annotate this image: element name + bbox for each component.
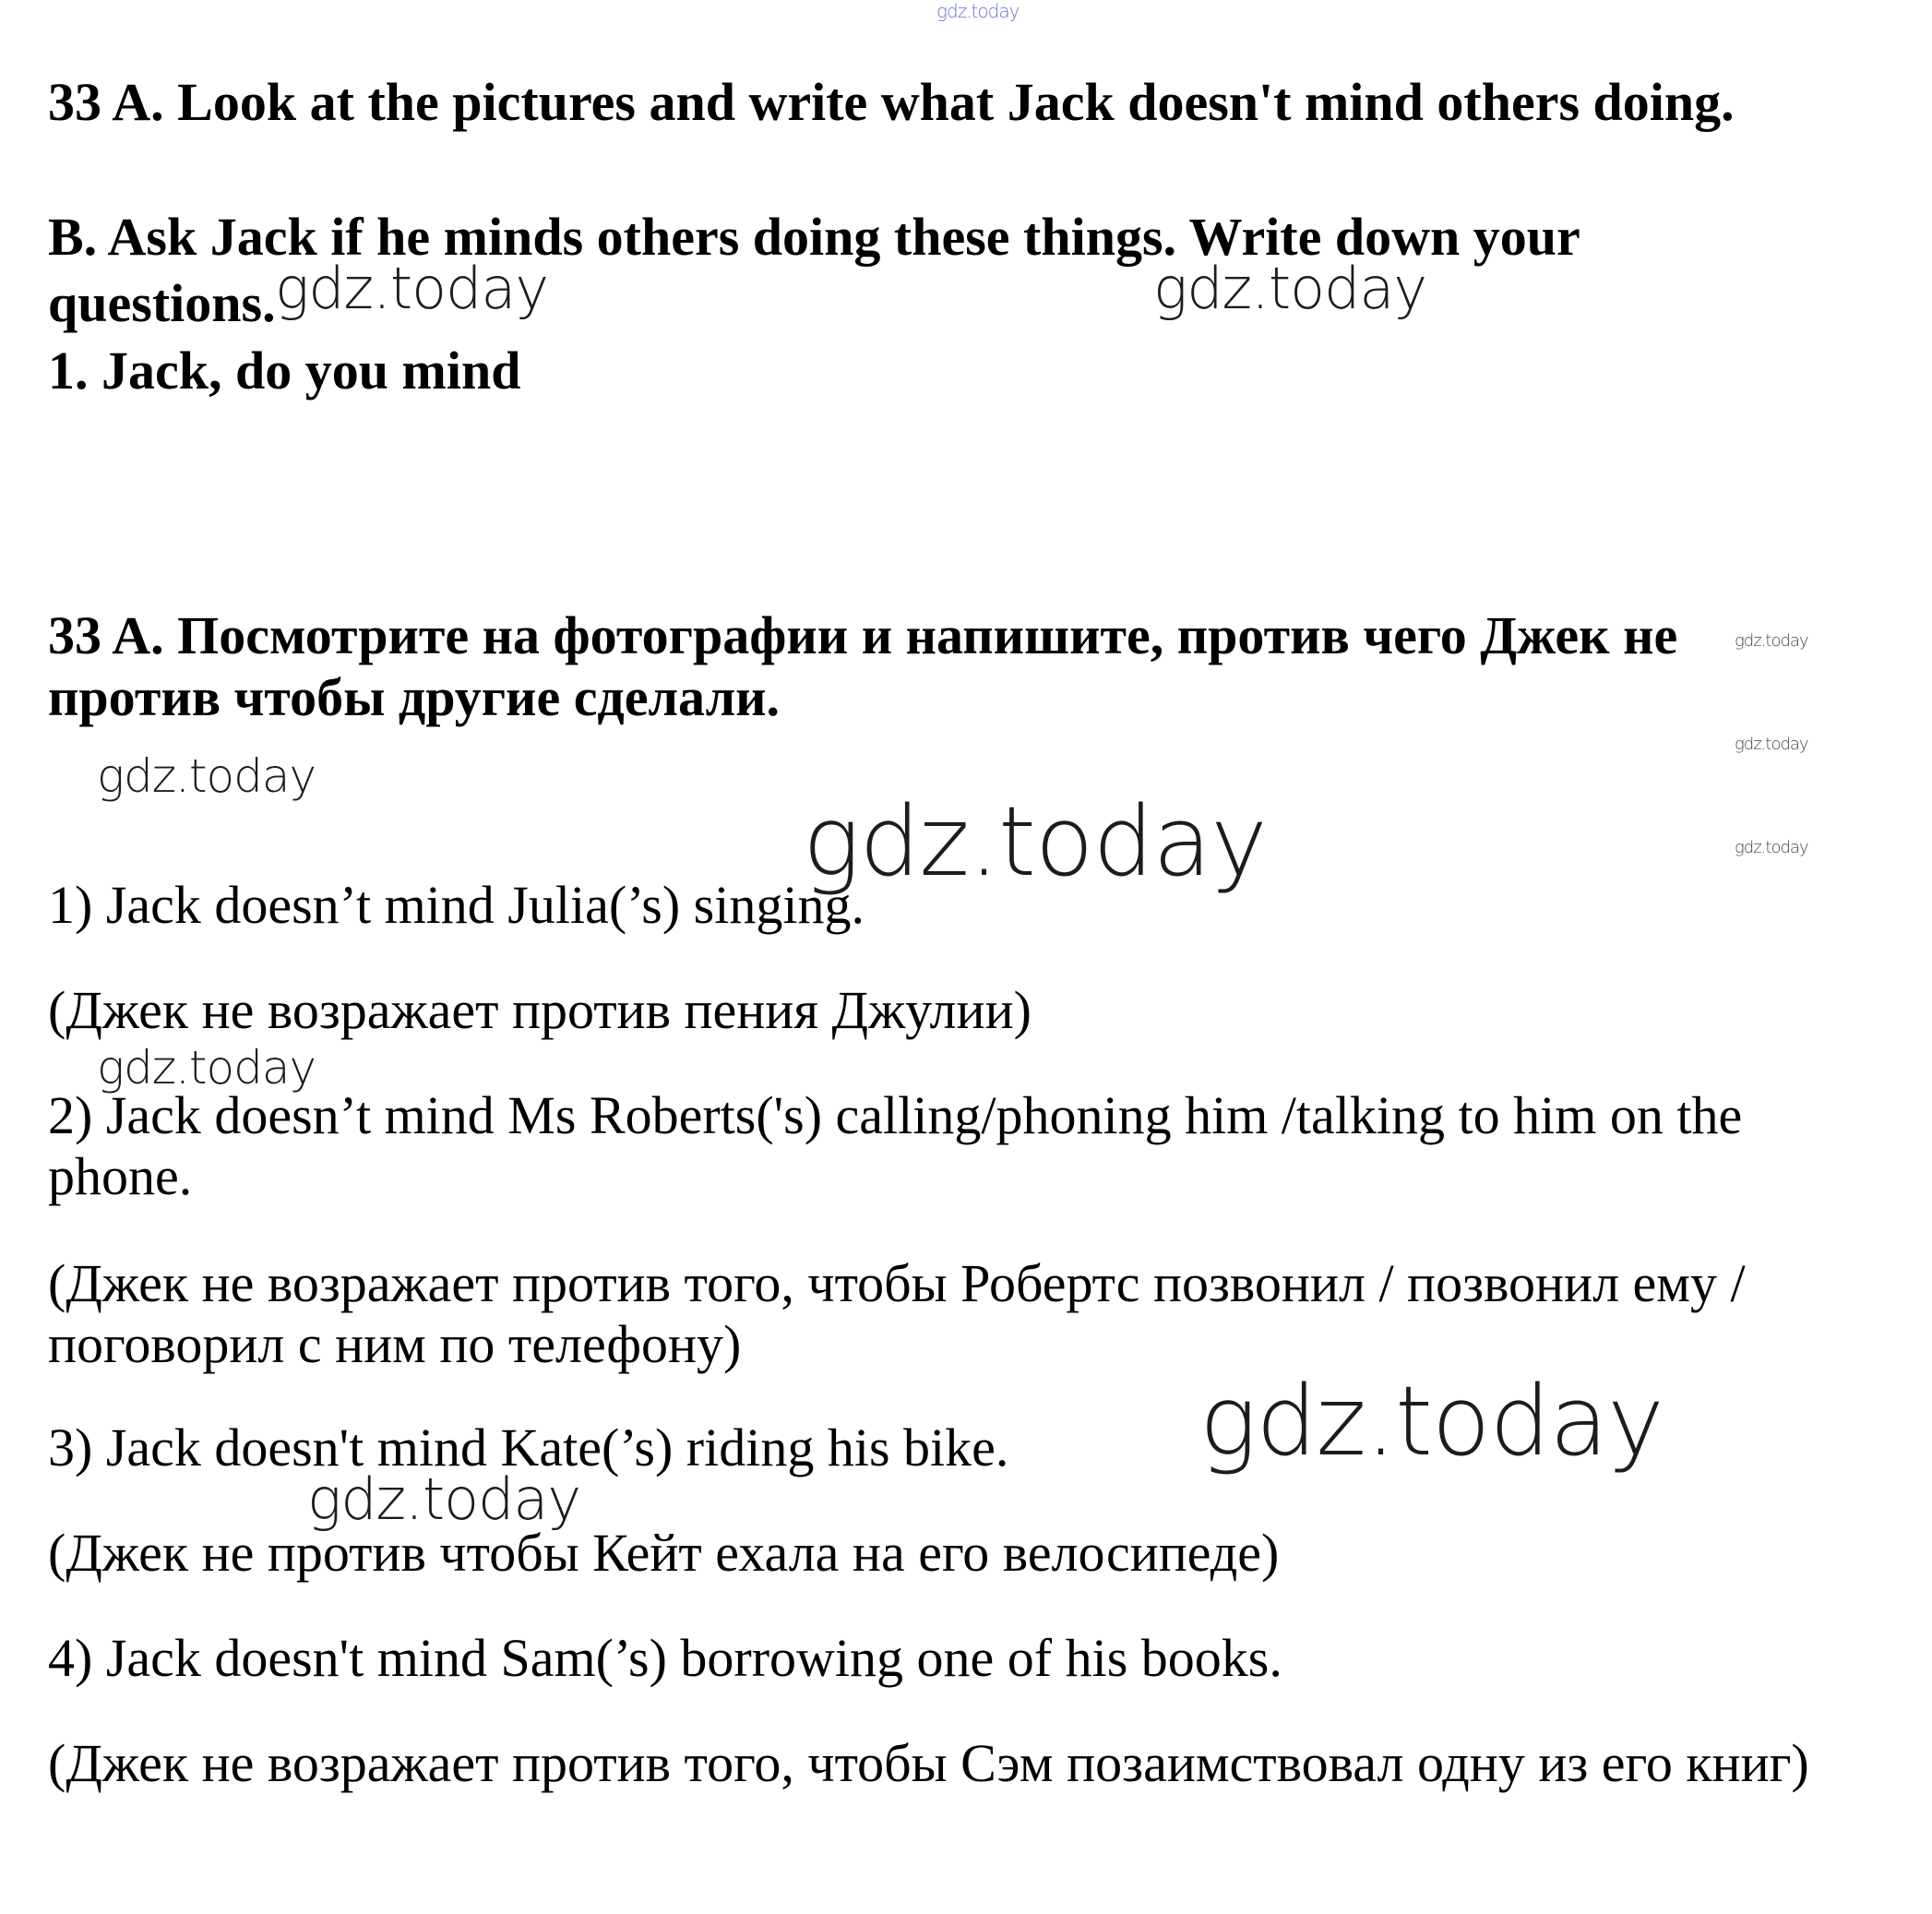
watermark: gdz.today [307,1465,581,1533]
russian-task-line2: против чтобы другие сделали. [48,667,781,727]
answer-2-ru-line2: поговорил с ним по телефону) [48,1314,742,1374]
watermark: gdz.today [1735,631,1808,651]
task-b-heading-line1: B. Ask Jack if he minds others doing these things. Write down your [48,207,1580,267]
answer-2-ru-line1: (Джек не возражает против того, чтобы Робертс позвонил / позвонил ему / [48,1253,1746,1313]
watermark: gdz.today [275,255,549,322]
task-b-example: 1. Jack, do you mind [48,341,521,401]
watermark: gdz.today [1735,735,1808,754]
watermark: gdz.today [1199,1365,1664,1477]
answer-4-en: 4) Jack doesn't mind Sam(’s) borrowing one of his books. [48,1628,1282,1688]
watermark: gdz.today [803,785,1267,898]
answer-1-en: 1) Jack doesn’t mind Julia(’s) singing. [48,875,865,935]
watermark: gdz.today [97,749,316,803]
watermark: gdz.today [1735,838,1808,857]
watermark: gdz.today [97,1041,316,1095]
answer-4-ru: (Джек не возражает против того, чтобы Сэм позаимствовал одну из его книг) [48,1733,1809,1793]
answer-2-en-line1: 2) Jack doesn’t mind Ms Roberts('s) calling/phoning him /talking to him on the [48,1085,1743,1145]
answer-1-ru: (Джек не возражает против пения Джулии) [48,980,1032,1040]
answer-3-ru: (Джек не против чтобы Кейт ехала на его велосипеде) [48,1523,1280,1583]
answer-2-en-line2: phone. [48,1146,193,1206]
task-b-heading-line2: questions. [48,273,276,333]
answer-3-en: 3) Jack doesn't mind Kate(’s) riding his bike. [48,1418,1009,1477]
russian-task-line1: 33 A. Посмотрите на фотографии и напишите, против чего Джек не [48,605,1678,665]
watermark: gdz.today [1153,255,1427,322]
task-a-heading: 33 A. Look at the pictures and write what Jack doesn't mind others doing. [48,72,1735,132]
header-watermark: gdz.today [936,0,1020,22]
